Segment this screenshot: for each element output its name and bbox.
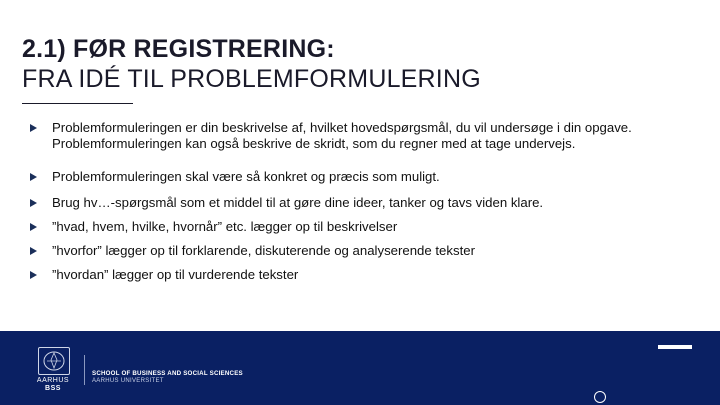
title-line-2: FRA IDÉ TIL PROBLEMFORMULERING xyxy=(22,65,481,93)
bullet-text: Brug hv…-spørgsmål som et middel til at gøre dine ideer, tanker og tavs viden klare. xyxy=(52,195,544,210)
bullet-text: Problemformuleringen skal være så konkret og præcis som muligt. xyxy=(52,169,440,184)
logo-text-bss: BSS xyxy=(45,385,61,392)
footer-dash-mark xyxy=(658,345,692,349)
triangle-right-icon xyxy=(30,223,37,231)
aarhus-university-seal-icon xyxy=(38,347,70,375)
bullet-item xyxy=(30,195,696,211)
slide-title xyxy=(22,34,682,94)
bullet-item xyxy=(30,267,696,283)
circle-icon xyxy=(594,391,606,403)
bullet-item xyxy=(30,219,696,235)
bullet-item xyxy=(30,120,696,152)
triangle-right-icon xyxy=(30,247,37,255)
footer-band xyxy=(0,331,720,405)
bullet-item xyxy=(30,169,696,185)
logo-text-aarhus: AARHUS xyxy=(36,377,70,384)
triangle-right-icon xyxy=(30,199,37,207)
title-underline xyxy=(22,103,133,104)
bullet-text: ”hvordan” lægger op til vurderende tekster xyxy=(52,267,299,282)
triangle-right-icon xyxy=(30,124,37,132)
university-name: AARHUS UNIVERSITET xyxy=(92,378,164,384)
bullet-item xyxy=(30,243,696,259)
title-line-1: 2.1) FØR REGISTRERING: xyxy=(22,35,335,63)
triangle-right-icon xyxy=(30,173,37,181)
school-name: SCHOOL OF BUSINESS AND SOCIAL SCIENCES xyxy=(92,370,243,377)
aarhus-university-logo xyxy=(30,347,76,393)
logo-divider xyxy=(84,355,85,385)
bullet-text: ”hvorfor” lægger op til forklarende, diskuterende og analyserende tekster xyxy=(52,243,475,258)
bullet-text: Problemformuleringen er din beskrivelse af, hvilket hovedspørgsmål, du vil undersøge i din opgave. Problemformuleringen kan også beskrive de skridt, som du regner med at tage undervejs. xyxy=(52,120,632,151)
triangle-right-icon xyxy=(30,271,37,279)
bullet-list xyxy=(30,120,696,283)
bullet-text: ”hvad, hvem, hvilke, hvornår” etc. lægger op til beskrivelser xyxy=(52,219,398,234)
